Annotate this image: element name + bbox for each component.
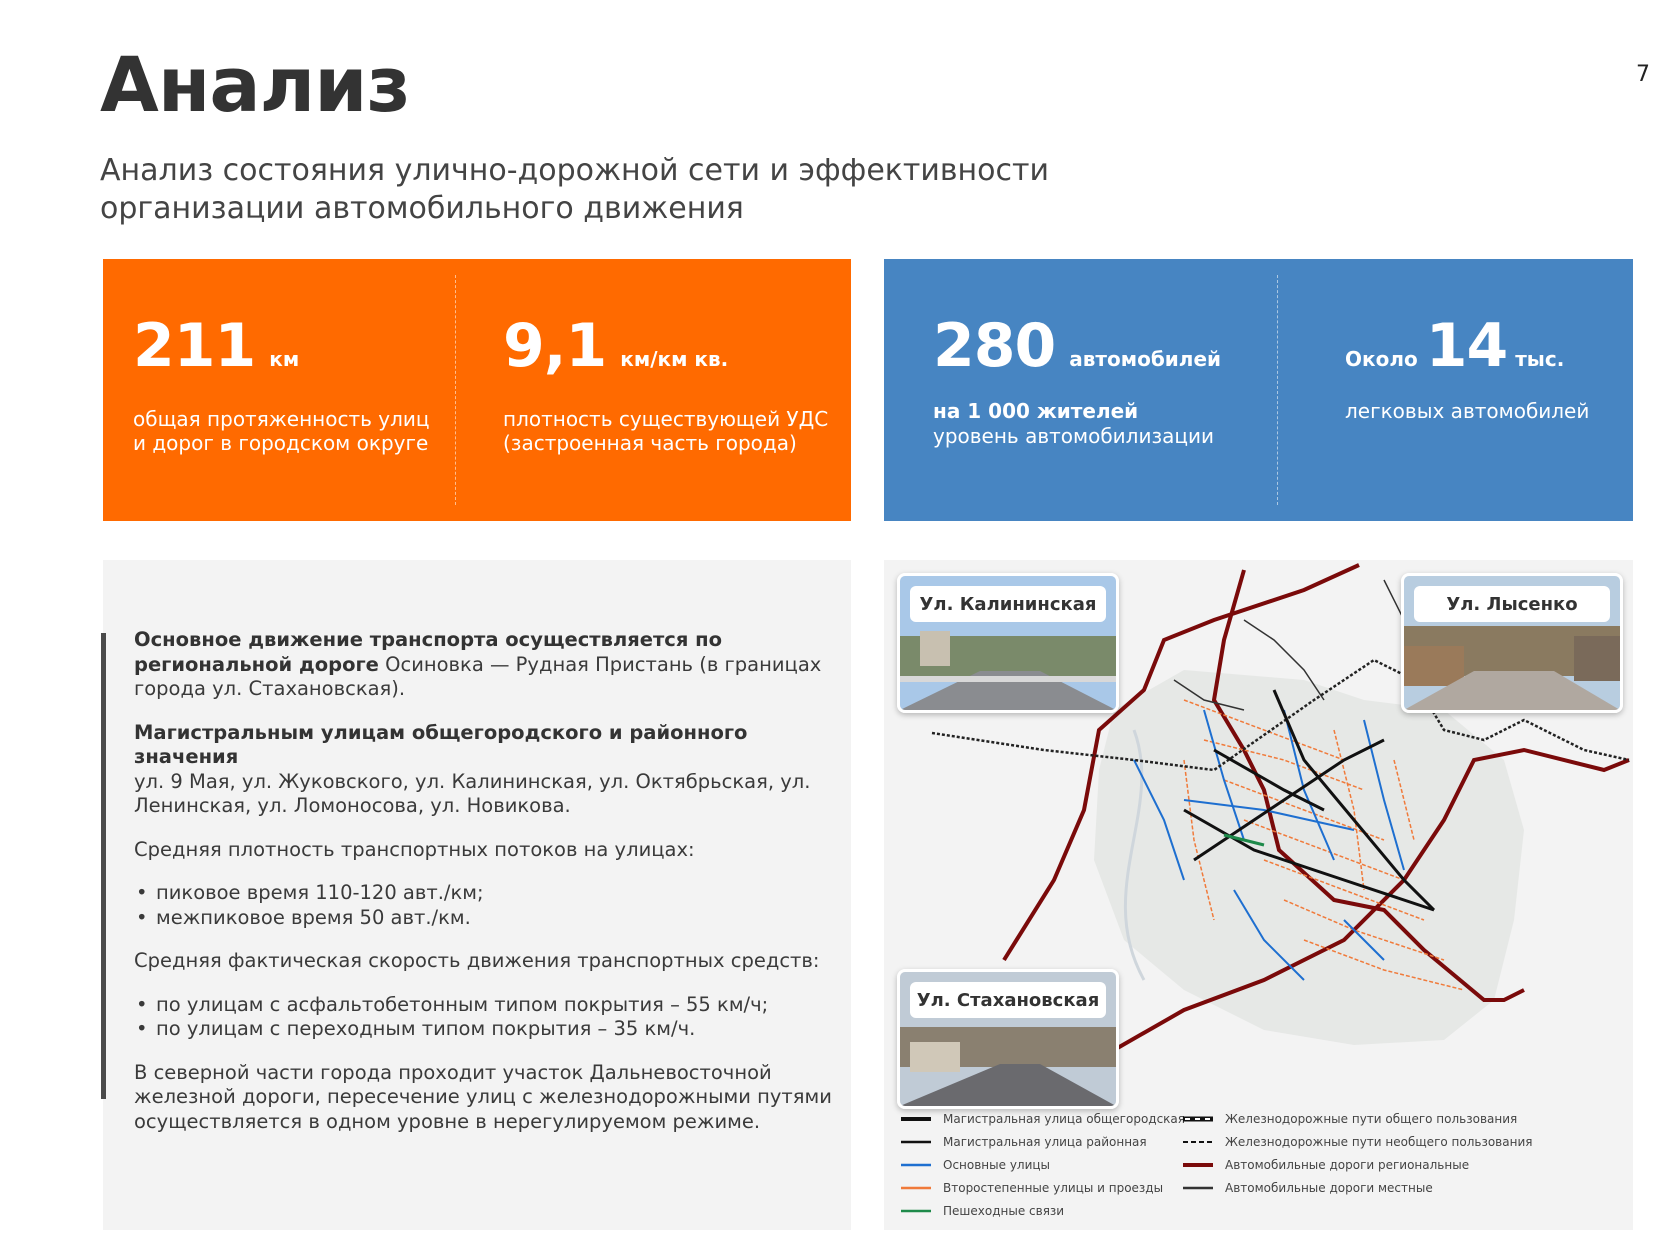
legend-label: Магистральная улица общегородская [943,1112,1185,1126]
legend-label: Пешеходные связи [943,1204,1065,1218]
text-regular: Средняя фактическая скорость движения транспортных средств: [134,949,820,972]
stat-description-bold: на 1 000 жителей [933,399,1139,423]
stat-road-density [456,259,850,521]
stat-value: 9,1 [503,311,607,381]
legend-main-streets [901,1158,1050,1172]
photo-label: Ул. Лысенко [1414,586,1610,622]
page-subtitle: Анализ состояния улично-дорожной сети и эффективности организации автомобильного движения [100,153,1049,226]
stat-description: плотность существующей УДС (застроенная часть города) [503,407,829,455]
stat-car-count [1278,259,1633,521]
stats-orange-block [103,259,851,521]
legend-label: Автомобильные дороги местные [1225,1181,1433,1195]
stat-value: 211 [133,311,256,381]
photo-label: Ул. Стахановская [910,982,1106,1018]
stat-value: 280 [933,311,1056,381]
text-regular: Осиновка — Рудная Пристань (в границах города ул. Стахановская). [134,652,822,700]
list-item: • межпиковое время 50 авт./км. [134,906,834,931]
photo-stakhanovskaya [897,969,1119,1109]
stat-unit: автомобилей [1069,347,1222,371]
stat-prefix: Около [1345,347,1418,371]
legend-label: Основные улицы [943,1158,1051,1172]
text-regular: ул. 9 Мая, ул. Жуковского, ул. Калининская, ул. Октябрьская, ул. Ленинская, ул. Ломоносова, ул. Новикова. [134,769,811,817]
list-item: • по улицам с асфальтобетонным типом покрытия – 55 км/ч; [134,993,834,1018]
stat-unit: км [269,347,300,371]
road-network-map-panel [884,560,1633,1230]
stat-unit: км/км кв. [620,347,729,371]
paragraph-traffic-density [134,838,834,863]
stat-unit: тыс. [1515,347,1565,371]
legend-label: Железнодорожные пути общего пользования [1225,1112,1518,1126]
stat-value: 14 [1425,311,1508,381]
legend-rail-nonpublic [1183,1135,1532,1149]
accent-bar [101,633,106,1099]
legend-label: Магистральная улица районная [943,1135,1147,1149]
legend-road-local [1183,1181,1433,1195]
page-title: Анализ [100,40,410,129]
photo-lysenko [1401,573,1623,713]
stat-motorization [884,259,1277,521]
legend-main-district [901,1135,1147,1149]
legend-pedestrian [901,1204,1064,1218]
stat-description: легковых автомобилей [1345,399,1590,423]
stat-description: общая протяженность улиц и дорог в городском округе [133,407,430,455]
legend-main-city [901,1112,1185,1126]
page-number: 7 [1636,62,1650,87]
text-regular: Средняя плотность транспортных потоков на улицах: [134,837,695,861]
stat-description: уровень автомобилизации [933,424,1214,448]
stat-road-length [103,259,455,521]
stats-blue-block [884,259,1633,521]
list-item: • по улицам с переходным типом покрытия – 35 км/ч. [134,1017,834,1042]
legend-label: Второстепенные улицы и проезды [943,1181,1164,1195]
paragraph-traffic-speed [134,949,834,974]
legend-label: Железнодорожные пути необщего пользования [1225,1135,1533,1149]
legend-road-regional [1183,1158,1469,1172]
legend-secondary [901,1181,1163,1195]
paragraph-main-traffic [134,628,834,702]
text-bold: Магистральным улицам общегородского и районного значения [134,720,748,768]
paragraph-main-streets [134,721,834,819]
photo-label: Ул. Калининская [910,586,1106,622]
list-item: • пиковое время 110-120 авт./км; [134,881,834,906]
analysis-text [134,628,834,1153]
legend-label: Автомобильные дороги региональные [1225,1158,1470,1172]
text-bold: Основное движение транспорта осуществляется по региональной дороге [134,628,723,676]
paragraph-railway: В северной части города проходит участок Дальневосточной железной дороги, пересечение улиц с железнодорожными путями осуществляется в одном уровне в нерегулируемом режиме. [134,1060,832,1133]
photo-kalininskaya [897,573,1119,713]
legend-rail-public [1183,1112,1517,1126]
